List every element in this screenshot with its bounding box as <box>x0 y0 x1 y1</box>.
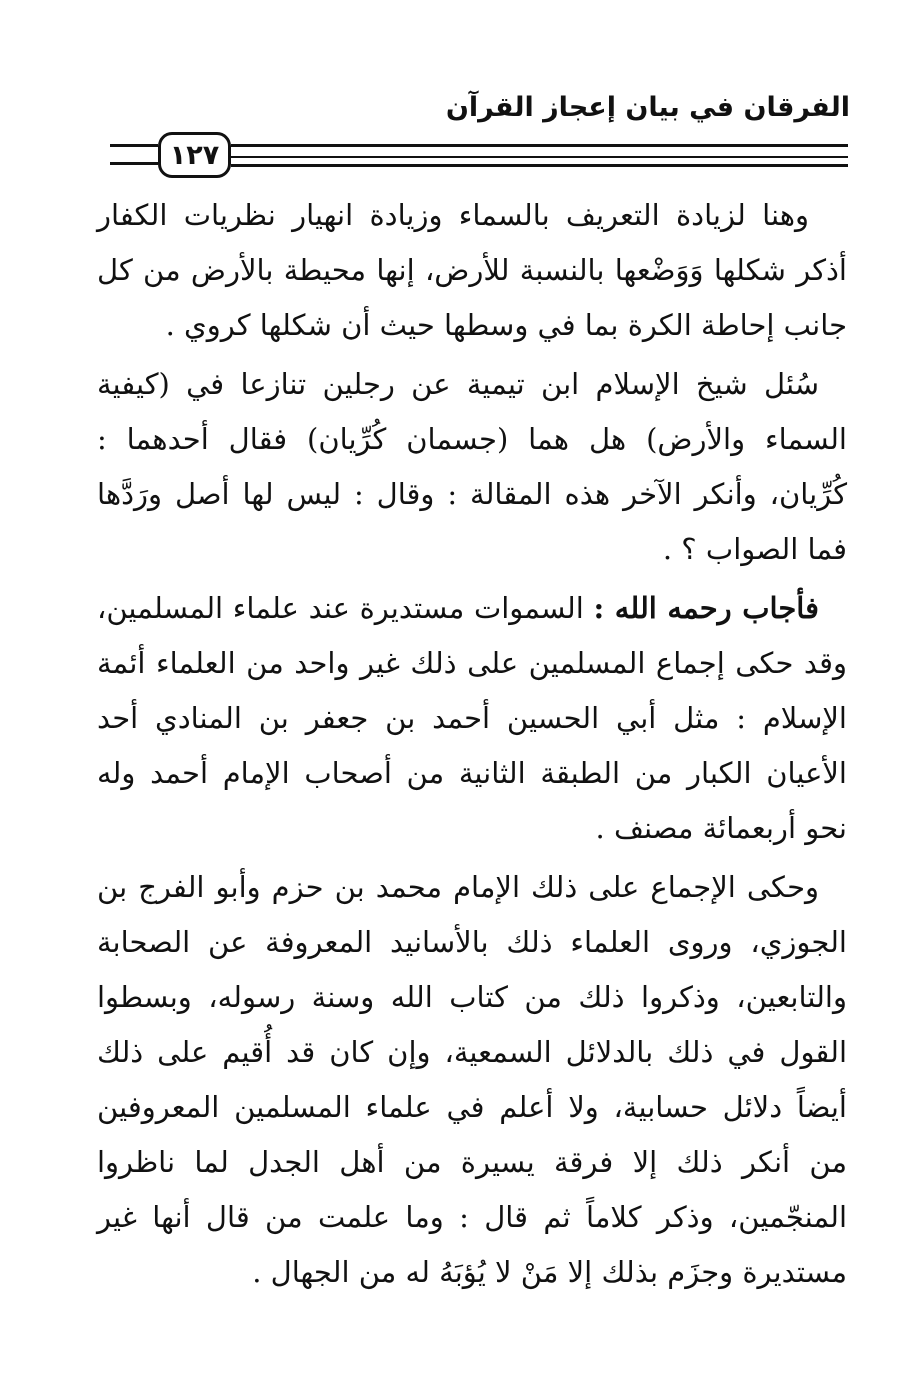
page-header-rule <box>110 128 848 190</box>
paragraph-consensus: وحكى الإجماع على ذلك الإمام محمد بن حزم وأبو الفرج بن الجوزي، وروى العلماء ذلك بالأسانيد المعروفة عن الصحابة والتابعين، وذكروا ذلك من كتاب الله وسنة رسوله، وبسطوا القول في ذلك بالدلائل السمعية، وإن كان قد أُقيم على ذلك أيضاً دلائل حسابية، ولا أعلم في علماء المسلمين المعروفين من أنكر ذلك إلا فرقة يسيرة من أهل الجدل لما ناظروا المنجّمين، وذكر كلاماً ثم قال : وما علمت من قال أنها غير مستديرة وجزَم بذلك إلا مَنْ لا يُؤبَهُ له من الجهال . <box>97 870 847 1289</box>
page-number-badge <box>158 132 231 178</box>
book-title: الفرقان في بيان إعجاز القرآن <box>445 92 850 123</box>
answer-lead: فأجاب رحمه الله : <box>593 591 819 625</box>
page-number: ١٢٧ <box>169 139 220 171</box>
left-rule-bottom <box>110 162 158 165</box>
right-rule-middle <box>231 156 848 158</box>
right-rule-top <box>231 144 848 147</box>
paragraph-answer <box>97 581 847 856</box>
page-body <box>97 188 847 1304</box>
paragraph-shape-of-sky: وهنا لزيادة التعريف بالسماء وزيادة انهيار نظريات الكفار أذكر شكلها وَوَضْعها بالنسبة للأرض، إنها محيطة بالأرض من كل جانب إحاطة الكرة بما في وسطها حيث أن شكلها كروي . <box>97 198 847 342</box>
left-rule-top <box>110 144 158 147</box>
answer-text: السموات مستديرة عند علماء المسلمين، وقد حكى إجماع المسلمين على ذلك غير واحد من العلماء أئمة الإسلام : مثل أبي الحسين أحمد بن جعفر بن المنادي أحد الأعيان الكبار من الطبقة الثانية من أصحاب الإمام أحمد وله نحو أربعمائة مصنف . <box>97 591 847 845</box>
right-rule-bottom <box>231 164 848 167</box>
paragraph-question: سُئل شيخ الإسلام ابن تيمية عن رجلين تنازعا في (كيفية السماء والأرض) هل هما (جسمان كُرِّيان) فقال أحدهما : كُرِّيان، وأنكر الآخر هذه المقالة : وقال : ليس لها أصل ورَدَّها فما الصواب ؟ . <box>97 367 847 566</box>
